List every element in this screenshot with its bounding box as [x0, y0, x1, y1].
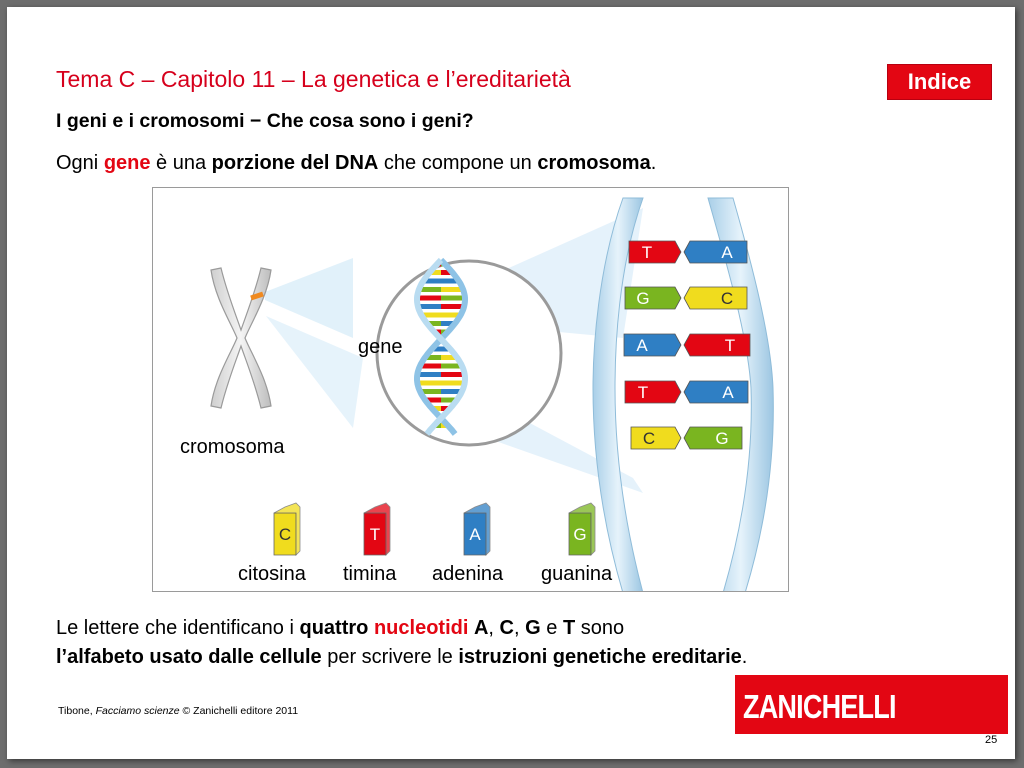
credit-author: Tibone, [58, 705, 96, 717]
nucleotide-name-thymine: timina [343, 563, 397, 585]
base-letter: G [636, 289, 650, 308]
helix-rung [417, 381, 441, 386]
text: , [488, 617, 500, 639]
intro-sentence [56, 152, 656, 175]
page-number: 25 [985, 734, 998, 746]
nucleotide-name-guanine: guanina [541, 563, 613, 585]
text: , [514, 617, 526, 639]
section-subtitle: I geni e i cromosomi − Che cosa sono i geni? [56, 110, 474, 132]
text: T [562, 617, 576, 639]
nucleotide-letter: T [369, 525, 381, 544]
page-title: Tema C – Capitolo 11 – La genetica e l’ereditarietà [56, 66, 571, 92]
base-left-G [625, 287, 681, 309]
text: istruzioni genetiche ereditarie [458, 646, 742, 668]
gene-label: gene [358, 336, 403, 358]
base-letter: C [642, 429, 656, 448]
base-letter: A [722, 383, 734, 402]
base-right-T [684, 334, 750, 356]
nucleotide-name-cytosine: citosina [238, 563, 306, 585]
text: l’alfabeto usato dalle cellule [56, 646, 322, 668]
base-letter: A [636, 336, 648, 355]
chromosome [211, 268, 271, 408]
nucleotide-letter: G [573, 525, 587, 544]
dna-illustration [153, 188, 789, 592]
credit-line [58, 705, 298, 717]
base-left-A [624, 334, 681, 356]
chromosome-term: cromosoma [537, 152, 651, 174]
base-right-G [684, 427, 742, 449]
credit-book: Facciamo scienze [95, 705, 180, 717]
base-right-A [684, 241, 747, 263]
base-letter: C [720, 289, 734, 308]
helix-rung [441, 296, 465, 301]
helix-rung [417, 372, 441, 377]
base-left-T [625, 381, 681, 403]
base-left-T [629, 241, 681, 263]
base-letter: T [724, 336, 736, 355]
base-left-C [631, 427, 681, 449]
zoom-circle [377, 261, 561, 445]
credit-copyright: © Zanichelli editore 2011 [179, 705, 299, 717]
index-button[interactable]: Indice [887, 64, 992, 100]
helix-rung [441, 372, 465, 377]
chromosome-label: cromosoma [180, 436, 285, 458]
base-letter: T [641, 243, 653, 262]
nucleotide-name-adenine: adenina [432, 563, 504, 585]
base-right-C [684, 287, 747, 309]
intro-text: Ogni [56, 152, 104, 174]
text: A [473, 617, 489, 639]
helix-rung [417, 296, 441, 301]
text: C [499, 617, 514, 639]
base-letter: A [721, 243, 733, 262]
gene-term: gene [103, 152, 151, 174]
text: per scrivere le [321, 646, 459, 668]
logo-text: ZANICHELLI [743, 688, 896, 725]
intro-text: . [650, 152, 657, 174]
text: sono [575, 617, 625, 639]
text: Le lettere che identificano i [56, 617, 300, 639]
dna-figure [152, 187, 789, 592]
text: . [741, 646, 748, 668]
zanichelli-logo[interactable] [735, 675, 1008, 734]
nucleotide-blocks [274, 503, 595, 555]
intro-text: è una [150, 152, 212, 174]
base-letter: T [637, 383, 649, 402]
nucleotides-term: nucleotidi [373, 617, 469, 639]
helix-rung [441, 381, 465, 386]
base-right-A [684, 381, 748, 403]
intro-text: che compone un [378, 152, 538, 174]
text: G [525, 617, 541, 639]
nucleotide-letter: A [469, 525, 481, 544]
dna-term: porzione del DNA [211, 152, 379, 174]
nucleotide-letter: C [278, 525, 292, 544]
base-letter: G [715, 429, 729, 448]
text: e [540, 617, 563, 639]
text: quattro [299, 617, 369, 639]
explanation-text [56, 614, 747, 672]
